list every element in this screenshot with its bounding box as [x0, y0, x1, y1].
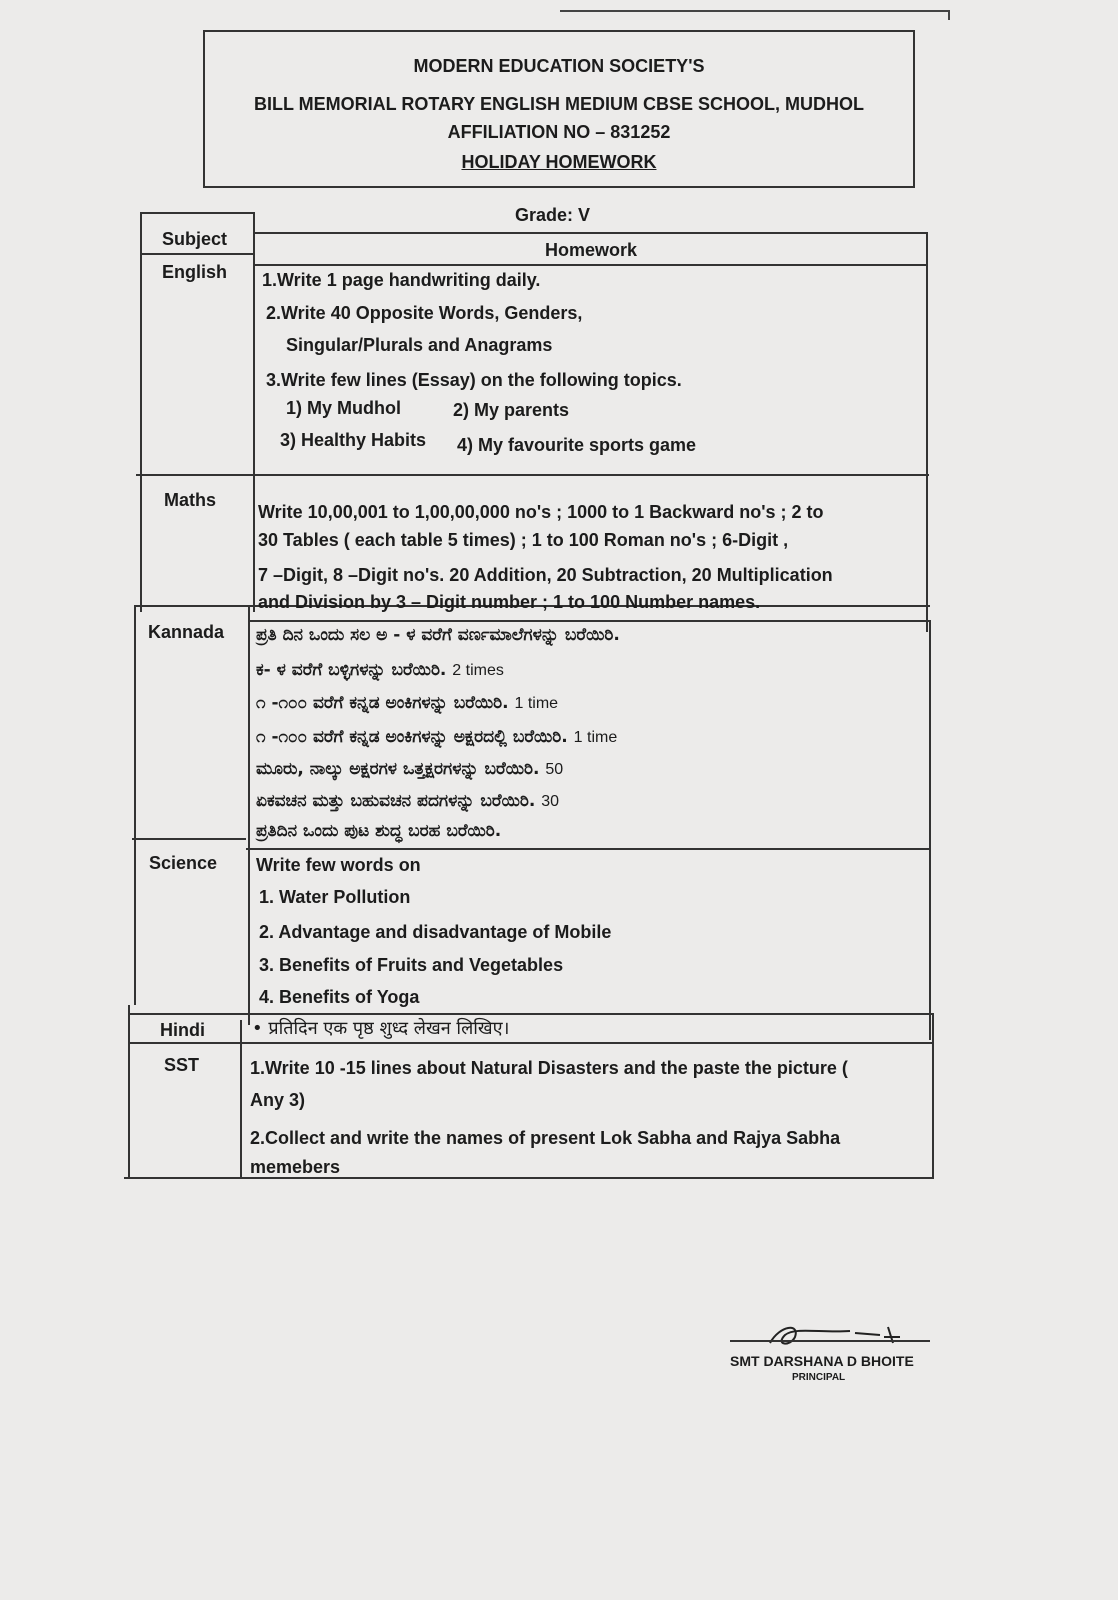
table-rule	[248, 605, 250, 1025]
table-rule	[254, 264, 928, 266]
english-topic: 1) My Mudhol	[286, 398, 401, 418]
subject-maths: Maths	[164, 490, 217, 510]
kannada-line: ಏಕವಚನ ಮತ್ತು ಬಹುವಚನ ಪದಗಳನ್ನು ಬರೆಯಿರಿ. 30	[256, 791, 560, 811]
table-rule	[240, 1020, 242, 1179]
table-rule	[926, 232, 928, 632]
table-rule	[253, 212, 255, 612]
table-rule	[140, 212, 254, 214]
signature-line	[730, 1340, 930, 1342]
affiliation-number: AFFILIATION NO – 831252	[447, 122, 671, 142]
table-rule	[250, 620, 930, 622]
sst-line: Any 3)	[250, 1090, 306, 1110]
society-name: MODERN EDUCATION SOCIETY'S	[413, 56, 705, 76]
science-line: Write few words on	[256, 855, 421, 875]
handwritten-signature	[760, 1315, 910, 1355]
principal-role: PRINCIPAL	[792, 1372, 846, 1381]
kannada-line: ೧ -೧೦೦ ವರೆಗೆ ಕನ್ನಡ ಅಂಕಿಗಳನ್ನು ಅಕ್ಷರದಲ್ಲಿ ಬರೆಯಿರಿ. 1 time	[256, 727, 618, 747]
kannada-line: ಪ್ರತಿ ದಿನ ಒಂದು ಸಲ ಅ - ಳ ವರೆಗೆ ವರ್ಣಮಾಲೆಗಳನ್ನು ಬರೆಯಿರಿ.	[256, 625, 620, 645]
sst-line: 2.Collect and write the names of present Lok Sabha and Rajya Sabha	[250, 1128, 841, 1148]
science-line: 1. Water Pollution	[259, 887, 411, 907]
sst-line: memebers	[250, 1157, 341, 1177]
maths-line: Write 10,00,001 to 1,00,00,000 no's ; 1000 to 1 Backward no's ; 2 to	[258, 502, 824, 522]
kannada-line: ಕ- ಳ ವರೆಗೆ ಬಳ್ಳಿಗಳನ್ನು ಬರೆಯಿರಿ. 2 times	[256, 660, 504, 680]
kannada-line: ಮೂರು, ನಾಲ್ಕು ಅಕ್ಷರಗಳ ಒತ್ತಕ್ಷರಗಳನ್ನು ಬರೆಯಿರಿ. 50	[256, 759, 564, 779]
top-border-line	[560, 10, 950, 12]
table-rule	[246, 848, 931, 850]
table-rule	[128, 1042, 932, 1044]
column-header-subject: Subject	[162, 229, 228, 249]
column-header-homework: Homework	[545, 240, 638, 260]
english-line: 3.Write few lines (Essay) on the following topics.	[266, 370, 682, 390]
header-box	[203, 30, 915, 188]
kannada-line: ೧ -೧೦೦ ವರೆಗೆ ಕನ್ನಡ ಅಂಕಿಗಳನ್ನು ಬರೆಯಿರಿ. 1 time	[256, 693, 559, 713]
science-line: 2. Advantage and disadvantage of Mobile	[259, 922, 612, 942]
subject-sst: SST	[164, 1055, 200, 1075]
table-rule	[929, 620, 931, 1040]
subject-kannada: Kannada	[148, 622, 225, 642]
table-rule	[124, 1177, 934, 1179]
english-line: 2.Write 40 Opposite Words, Genders,	[266, 303, 583, 323]
document-title: HOLIDAY HOMEWORK	[461, 152, 657, 172]
subject-science: Science	[149, 853, 218, 873]
principal-name: SMT DARSHANA D BHOITE	[730, 1353, 914, 1369]
table-rule	[254, 232, 928, 234]
table-rule	[140, 212, 142, 612]
science-line: 3. Benefits of Fruits and Vegetables	[259, 955, 564, 975]
hindi-line: • प्रतिदिन एक पृष्ठ शुध्द लेखन लिखिए।	[252, 1018, 510, 1039]
table-rule	[130, 1013, 932, 1015]
english-topic: 4) My favourite sports game	[457, 435, 697, 455]
english-line: Singular/Plurals and Anagrams	[286, 335, 553, 355]
kannada-line: ಪ್ರತಿದಿನ ಒಂದು ಪುಟ ಶುದ್ಧ ಬರಹ ಬರೆಯಿರಿ.	[256, 821, 502, 841]
table-rule	[128, 1005, 130, 1179]
table-rule	[932, 1013, 934, 1179]
english-topic: 2) My parents	[453, 400, 570, 420]
school-name: BILL MEMORIAL ROTARY ENGLISH MEDIUM CBSE SCHOOL, MUDHOL	[253, 94, 864, 114]
maths-line: and Division by 3 – Digit number ; 1 to 100 Number names.	[258, 592, 761, 612]
table-rule	[140, 253, 254, 255]
english-topic: 3) Healthy Habits	[280, 430, 427, 450]
table-rule	[132, 838, 246, 840]
table-rule	[134, 605, 136, 1005]
maths-line: 30 Tables ( each table 5 times) ; 1 to 100 Roman no's ; 6-Digit ,	[258, 530, 789, 550]
subject-english: English	[162, 262, 228, 282]
sst-line: 1.Write 10 -15 lines about Natural Disasters and the paste the picture (	[250, 1058, 848, 1078]
maths-line: 7 –Digit, 8 –Digit no's. 20 Addition, 20 Subtraction, 20 Multiplication	[258, 565, 833, 585]
english-line: 1.Write 1 page handwriting daily.	[262, 270, 541, 290]
science-line: 4. Benefits of Yoga	[259, 987, 420, 1007]
top-border-tick	[948, 10, 950, 20]
grade-label: Grade: V	[515, 205, 591, 225]
subject-hindi: Hindi	[160, 1020, 205, 1040]
